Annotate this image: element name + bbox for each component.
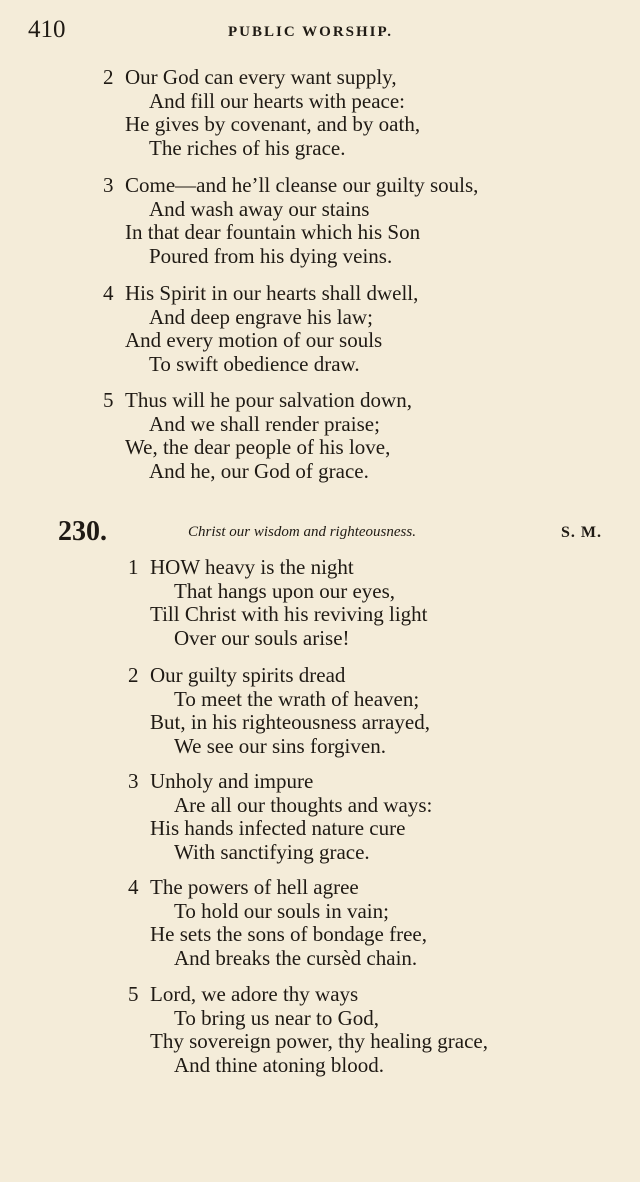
stanza-line: Are all our thoughts and ways: xyxy=(174,792,433,817)
stanza-line: And every motion of our souls xyxy=(125,328,383,352)
stanza-number: 1 xyxy=(128,555,139,579)
stanza-number: 5 xyxy=(103,388,114,412)
stanza-line: And deep engrave his law; xyxy=(149,304,373,329)
stanza-line: To meet the wrath of heaven; xyxy=(174,686,420,711)
stanza-number: 4 xyxy=(128,875,139,899)
stanza-number: 5 xyxy=(128,982,139,1006)
hymn-stanza-1 xyxy=(128,555,428,650)
stanza-line: HOW heavy is the night xyxy=(150,555,354,579)
stanza-2 xyxy=(103,65,421,160)
stanza-line: Our God can every want supply, xyxy=(125,65,397,89)
stanza-line: And we shall render praise; xyxy=(149,411,380,436)
stanza-line: And wash away our stains xyxy=(149,196,370,221)
stanza-line: His hands infected nature cure xyxy=(150,816,406,840)
stanza-line: Thy sovereign power, thy healing grace, xyxy=(150,1029,488,1053)
hymn-title: Christ our wisdom and righteousness. xyxy=(188,524,416,540)
stanza-line: And he, our God of grace. xyxy=(149,458,369,483)
stanza-line: The riches of his grace. xyxy=(149,135,346,160)
hymn-stanza-5 xyxy=(128,982,488,1077)
stanza-line: With sanctifying grace. xyxy=(174,839,370,864)
stanza-line: And thine atoning blood. xyxy=(174,1052,384,1077)
stanza-line: To bring us near to God, xyxy=(174,1005,379,1030)
stanza-4 xyxy=(103,281,419,376)
stanza-line: To swift obedience draw. xyxy=(149,351,360,376)
stanza-line: We see our sins forgiven. xyxy=(174,733,386,758)
stanza-line: Come—and he’ll cleanse our guilty souls, xyxy=(125,173,479,197)
stanza-line: And fill our hearts with peace: xyxy=(149,88,405,113)
hymn-number: 230. xyxy=(58,516,107,547)
hymn-stanza-2 xyxy=(128,663,430,758)
stanza-line: His Spirit in our hearts shall dwell, xyxy=(125,281,419,305)
stanza-line: Lord, we adore thy ways xyxy=(150,982,359,1006)
stanza-line: Our guilty spirits dread xyxy=(150,663,346,687)
page-number: 410 xyxy=(28,16,66,43)
stanza-5 xyxy=(103,388,412,483)
stanza-line: That hangs upon our eyes, xyxy=(174,578,396,603)
stanza-line: In that dear fountain which his Son xyxy=(125,220,421,244)
stanza-line: And breaks the cursèd chain. xyxy=(174,945,418,970)
stanza-number: 3 xyxy=(128,769,139,793)
stanza-line: Over our souls arise! xyxy=(174,625,350,650)
stanza-number: 3 xyxy=(103,173,114,197)
stanza-line: Till Christ with his reviving light xyxy=(150,602,428,626)
page-header xyxy=(28,16,588,52)
stanza-line: The powers of hell agree xyxy=(150,875,359,899)
stanza-number: 4 xyxy=(103,281,114,305)
hymn-heading xyxy=(58,516,610,550)
stanza-line: To hold our souls in vain; xyxy=(174,898,389,923)
stanza-line: But, in his righteousness arrayed, xyxy=(150,710,430,734)
stanza-line: We, the dear people of his love, xyxy=(125,435,391,459)
stanza-line: He sets the sons of bondage free, xyxy=(150,922,427,946)
hymn-stanza-3 xyxy=(128,769,433,864)
stanza-line: Poured from his dying veins. xyxy=(149,243,393,268)
stanza-number: 2 xyxy=(128,663,139,687)
running-head: PUBLIC WORSHIP. xyxy=(228,24,394,40)
stanza-line: He gives by covenant, and by oath, xyxy=(125,112,421,136)
stanza-line: Unholy and impure xyxy=(150,769,314,793)
stanza-3 xyxy=(103,173,479,268)
hymn-meter: S. M. xyxy=(561,524,602,541)
stanza-number: 2 xyxy=(103,65,114,89)
stanza-line: Thus will he pour salvation down, xyxy=(125,388,412,412)
hymn-stanza-4 xyxy=(128,875,427,970)
